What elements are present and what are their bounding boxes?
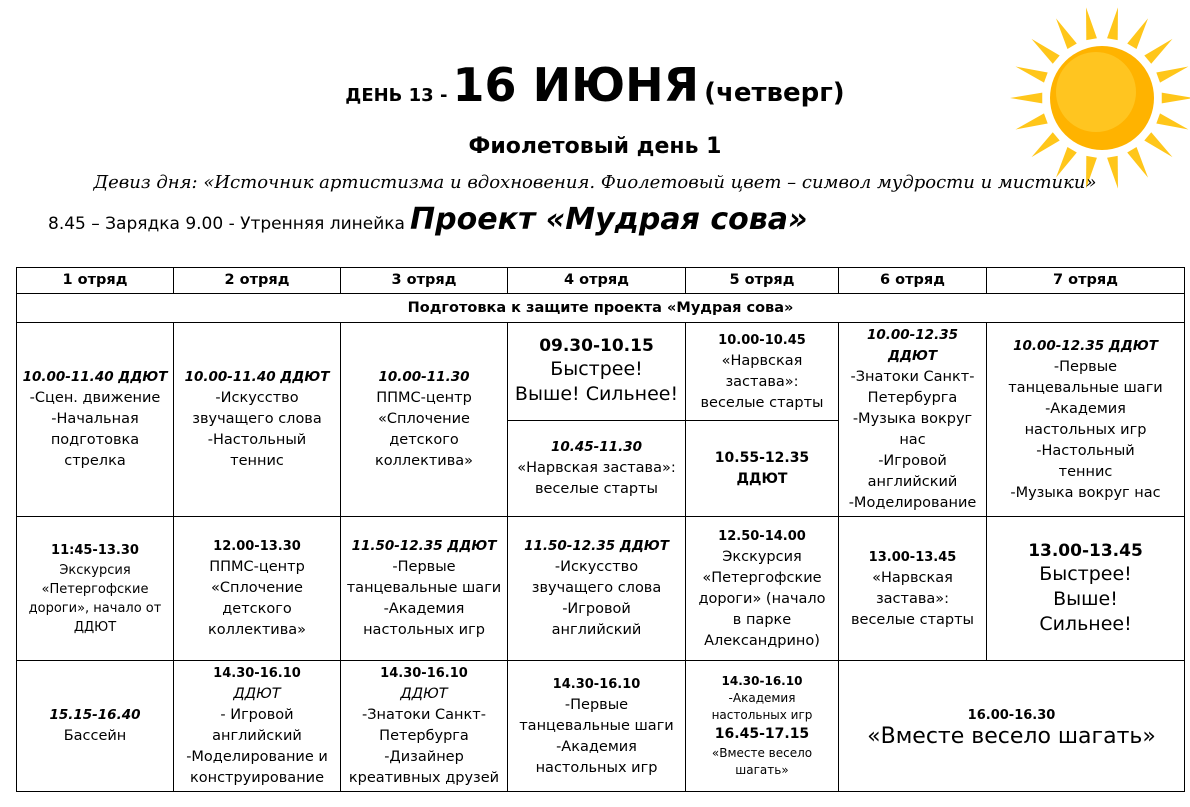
cell: [987, 517, 1185, 661]
cell-text: «Вместе весело: [711, 746, 813, 760]
col-header: 4 отряд: [508, 268, 686, 294]
cell-text: Экскурсия: [59, 563, 131, 578]
sun-ray: [1156, 113, 1188, 129]
cell: [17, 323, 174, 517]
cell: [686, 323, 839, 421]
cell-text: -Игровой: [878, 453, 947, 469]
table-header-row: [17, 268, 1185, 294]
cell-text: Выше!: [1053, 587, 1118, 610]
cell: [839, 323, 987, 517]
cell-text: Александрино): [704, 632, 820, 649]
cell-text: -Настольный: [1036, 442, 1135, 459]
day-subtitle: Фиолетовый день 1: [468, 134, 722, 159]
cell-text: -Музыка вокруг нас: [1010, 484, 1161, 501]
cell-text: танцевальные шаги: [1008, 379, 1163, 396]
col-header: 3 отряд: [341, 268, 508, 294]
cell-text: «Вместе весело шагать»: [867, 724, 1156, 749]
cell-text: коллектива»: [374, 453, 474, 469]
cell: [17, 517, 174, 661]
cell-text: веселые старты: [850, 611, 974, 628]
cell-text: -Академия: [383, 601, 465, 617]
cell-text: звучащего слова: [192, 411, 322, 427]
cell-text: -Искусство: [554, 559, 639, 575]
cell: [686, 517, 839, 661]
sun-ray: [1016, 113, 1048, 129]
cell-text: в парке: [732, 611, 792, 628]
cell-text: Сильнее!: [1039, 612, 1132, 635]
cell-time: 11.50-12.35 ДДЮТ: [524, 538, 669, 554]
cell-text: -Знатоки Санкт-: [362, 707, 486, 723]
cell-time: 14.30-16.10: [213, 666, 301, 681]
col-header: 2 отряд: [174, 268, 341, 294]
cell-time: 09.30-10.15: [539, 336, 654, 356]
cell-text: английский: [212, 728, 302, 744]
cell-text: Быстрее!: [550, 358, 643, 380]
cell-text: -Музыка вокруг: [852, 411, 973, 427]
cell: [341, 661, 508, 792]
cell-text: Экскурсия: [722, 548, 802, 565]
sun-ray: [1086, 7, 1097, 40]
cell-time: 14.30-16.10: [380, 666, 468, 681]
cell-time: 10.45-11.30: [550, 439, 642, 455]
col-header: 7 отряд: [987, 268, 1185, 294]
cell-text: -Моделирование: [848, 495, 977, 511]
cell-text: Петербурга: [867, 390, 958, 406]
cell-time: 16.45-17.15: [714, 726, 810, 742]
cell-text: ДДЮТ: [73, 620, 117, 635]
cell-text: конструирование: [189, 770, 325, 786]
cell: [174, 661, 341, 792]
cell-time: 11:45-13.30: [51, 543, 139, 558]
project-title: Проект «Мудрая сова»: [410, 202, 808, 237]
cell-time: 10.55-12.35: [714, 449, 810, 466]
cell-time: 10.00-11.40 ДДЮТ: [22, 369, 168, 385]
sun-ray: [1107, 7, 1118, 40]
day-prefix: ДЕНЬ 13 -: [345, 85, 448, 106]
cell-text: -Моделирование и: [186, 749, 328, 765]
cell: [17, 661, 174, 792]
cell-text: детского: [389, 432, 459, 448]
cell: [341, 323, 508, 517]
sun-ray: [1127, 18, 1148, 49]
cell-text: -Дизайнер: [384, 749, 464, 765]
banner-row: [17, 294, 1185, 323]
cell-text: теннис: [230, 453, 284, 469]
cell-text: «Сплочение: [211, 580, 303, 596]
cell-text: настольных игр: [363, 622, 485, 638]
cell-text: Бассейн: [63, 728, 127, 744]
cell: [508, 517, 686, 661]
day-motto: Девиз дня: «Источник артистизма и вдохновения. Фиолетовый цвет – символ мудрости и мистики»: [93, 172, 1097, 193]
cell: [686, 421, 839, 517]
col-header: 5 отряд: [686, 268, 839, 294]
morning-schedule: 8.45 – Зарядка 9.00 - Утренняя линейка: [48, 214, 405, 234]
cell: [341, 517, 508, 661]
cell-text: застава»:: [875, 590, 950, 607]
cell-time: 10.00-10.45: [718, 332, 806, 348]
sun-ray: [1056, 18, 1077, 49]
cell-text: ППМС-центр: [209, 559, 305, 575]
cell-text: -Первые: [392, 559, 456, 575]
cell-text: настольных игр: [711, 708, 813, 722]
cell-time: 14.30-16.10: [552, 676, 641, 692]
cell: [839, 661, 1185, 792]
cell-text: -Искусство: [215, 390, 299, 406]
cell: [174, 323, 341, 517]
col-header: 6 отряд: [839, 268, 987, 294]
cell-text: ДДЮТ: [233, 686, 281, 702]
schedule-table: [16, 267, 1185, 792]
cell: [508, 661, 686, 792]
cell-text: «Нарвская застава»:: [517, 460, 676, 476]
cell-time: 12.00-13.30: [213, 539, 301, 554]
banner-cell: Подготовка к защите проекта «Мудрая сова»: [17, 294, 1185, 323]
table-row: [17, 517, 1185, 661]
cell-text: теннис: [1058, 463, 1113, 480]
cell-time: 10.00-12.35 ДДЮТ: [1013, 337, 1158, 354]
cell-time: 12.50-14.00: [718, 528, 806, 544]
cell-text: -Настольный: [207, 432, 307, 448]
cell-time: 10.00-12.35 ДДЮТ: [866, 327, 958, 364]
cell-text: настольных игр: [1024, 421, 1147, 438]
cell-time: 15.15-16.40: [49, 707, 141, 723]
cell-text: «Петергофские: [702, 569, 822, 586]
cell: [686, 661, 839, 792]
morning-line: [48, 202, 807, 237]
cell-text: веселые старты: [534, 481, 658, 497]
cell: [508, 421, 686, 517]
cell: [987, 323, 1185, 517]
cell-text: танцевальные шаги: [519, 717, 674, 734]
cell-text: коллектива»: [207, 622, 307, 638]
cell-text: дороги», начало от: [28, 601, 162, 616]
cell-text: застава»:: [725, 373, 799, 390]
cell-text: стрелка: [64, 453, 126, 469]
cell-text: - Игровой: [220, 707, 294, 723]
day-heading: [0, 58, 1190, 112]
cell-time: 10.00-11.40 ДДЮТ: [184, 369, 330, 385]
cell-text: дороги» (начало: [698, 590, 826, 607]
cell-text: нас: [899, 432, 926, 448]
cell-text: «Сплочение: [378, 411, 470, 427]
col-header: 1 отряд: [17, 268, 174, 294]
cell: [508, 323, 686, 421]
cell: [839, 517, 987, 661]
cell-text: «Петергофские: [41, 582, 149, 597]
cell-text: -Игровой: [562, 601, 631, 617]
cell-text: -Знатоки Санкт-: [850, 369, 975, 385]
cell-time: 14.30-16.10: [721, 674, 803, 688]
cell-text: танцевальные шаги: [346, 580, 502, 596]
cell-time: 13.00-13.45: [1028, 540, 1143, 561]
cell-text: веселые старты: [700, 394, 824, 411]
cell-text: детского: [222, 601, 292, 617]
cell-text: ДДЮТ: [400, 686, 448, 702]
cell-text: английский: [551, 622, 642, 638]
cell-time: 16.00-16.30: [967, 708, 1056, 723]
cell-text: «Нарвская: [872, 569, 953, 586]
cell-text: Выше! Сильнее!: [514, 383, 679, 405]
table-row: [17, 661, 1185, 792]
cell-text: -Сцен. движение: [29, 390, 161, 406]
cell-time: 11.50-12.35 ДДЮТ: [351, 538, 497, 554]
cell-text: звучащего слова: [531, 580, 662, 596]
cell-text: креативных друзей: [348, 770, 500, 786]
cell-time: 10.00-11.30: [378, 369, 470, 385]
cell-text: Быстрее!: [1039, 562, 1132, 585]
cell-time: 13.00-13.45: [868, 549, 957, 565]
weekday: (четверг): [704, 78, 845, 108]
cell-text: ППМС-центр: [376, 390, 472, 406]
cell-text: -Академия: [1045, 400, 1126, 417]
cell-text: -Академия: [556, 738, 637, 755]
cell-text: -Первые: [1053, 358, 1118, 375]
cell-text: шагать»: [735, 763, 789, 777]
cell-text: -Первые: [564, 696, 629, 713]
cell-text: Петербурга: [379, 728, 469, 744]
table-row: [17, 323, 1185, 421]
cell-text: настольных игр: [535, 759, 658, 776]
cell-text: -Начальная: [51, 411, 139, 427]
date-title: 16 ИЮНЯ: [452, 58, 699, 112]
cell-text: английский: [867, 474, 958, 490]
cell-text: ДДЮТ: [736, 470, 788, 487]
cell-text: «Нарвская: [721, 352, 803, 369]
cell-text: -Академия: [728, 691, 796, 705]
cell: [174, 517, 341, 661]
cell-text: подготовка: [50, 432, 140, 448]
